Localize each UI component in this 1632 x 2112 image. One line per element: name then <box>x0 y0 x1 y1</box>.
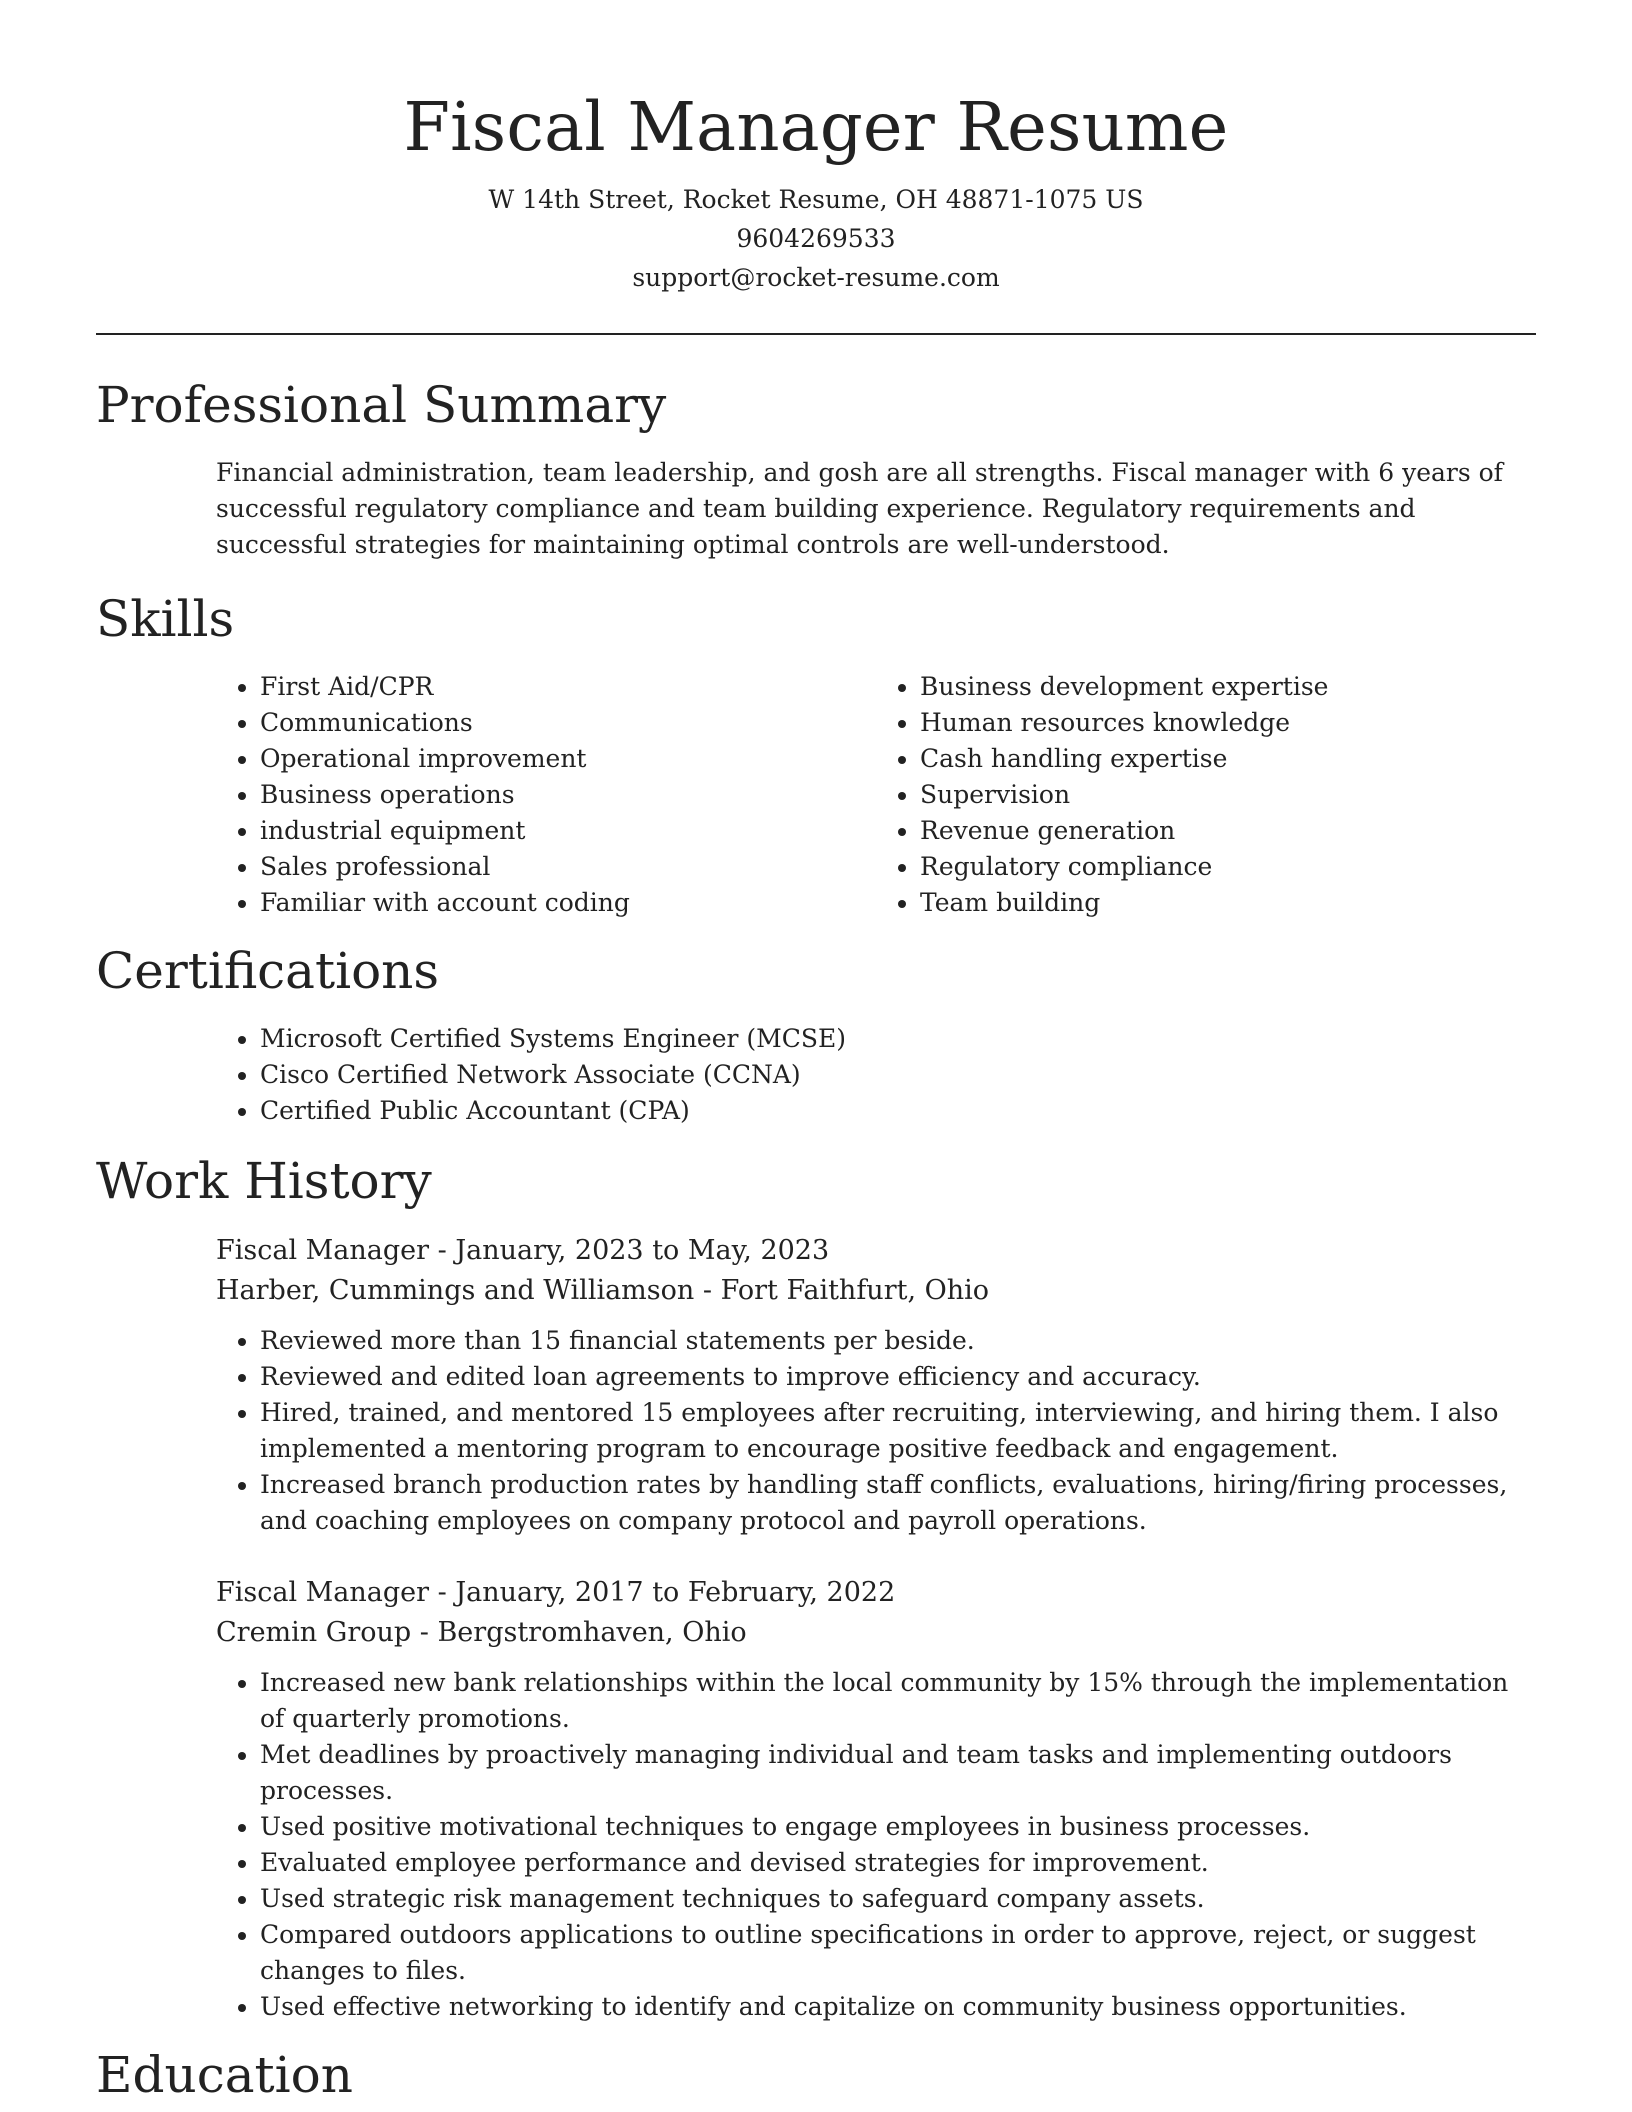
job-bullet: • Increased branch production rates by handling staff conflicts, evaluations, hiring/firing processes, and coaching employees on company protocol and payroll operations. <box>260 1467 1536 1539</box>
skill-item: • Operational improvement <box>260 741 876 777</box>
job-dates: January, 2017 to February, 2022 <box>455 1577 896 1608</box>
job-bullet: • Used strategic risk management techniques to safeguard company assets. <box>260 1881 1536 1917</box>
certifications-list <box>216 1021 1536 1129</box>
job-company: Harber, Cummings and Williamson <box>216 1275 695 1306</box>
skill-item: • First Aid/CPR <box>260 669 876 705</box>
job-bullet: • Hired, trained, and mentored 15 employees after recruiting, interviewing, and hiring them. I also implemented a mentoring program to encourage positive feedback and engagement. <box>260 1395 1536 1467</box>
contact-phone: 9604269533 <box>736 224 896 253</box>
job-company-line: Harber, Cummings and Williamson - Fort Faithfurt, Ohio <box>216 1275 990 1306</box>
job-title-line: Fiscal Manager - January, 2017 to February, 2022 <box>216 1577 896 1608</box>
skill-item: • Regulatory compliance <box>920 849 1536 885</box>
skill-item: • Human resources knowledge <box>920 705 1536 741</box>
job-title-line: Fiscal Manager - January, 2023 to May, 2023 <box>216 1235 830 1266</box>
certifications-section <box>96 941 1536 1129</box>
skills-left-list <box>216 669 876 921</box>
job-bullet: • Evaluated employee performance and devised strategies for improvement. <box>260 1845 1536 1881</box>
skill-item: • Business operations <box>260 777 876 813</box>
skills-right-list <box>876 669 1536 921</box>
contact-email: support@rocket-resume.com <box>632 263 1000 292</box>
job-role: Fiscal Manager <box>216 1235 430 1266</box>
job-entry <box>216 1573 1536 2025</box>
summary-text: Financial administration, team leadership, and gosh are all strengths. Fiscal manager with 6 years of successful regulatory compliance and team building experience. Regulatory requirements and successful strategies for maintaining optimal controls are well-understood. <box>216 458 1503 559</box>
work-history-heading: Work History <box>96 1152 432 1210</box>
skills-columns <box>216 669 1536 921</box>
skill-item: • Supervision <box>920 777 1536 813</box>
skill-item: • Cash handling expertise <box>920 741 1536 777</box>
skill-item: • Sales professional <box>260 849 876 885</box>
job-bullet: • Compared outdoors applications to outline specifications in order to approve, reject, or suggest changes to files. <box>260 1917 1536 1989</box>
header-divider <box>96 333 1536 335</box>
job-company-line: Cremin Group - Bergstromhaven, Ohio <box>216 1617 747 1648</box>
job-bullet: • Met deadlines by proactively managing individual and team tasks and implementing outdoors processes. <box>260 1737 1536 1809</box>
work-history-section <box>96 1151 1536 2025</box>
job-bullet: • Increased new bank relationships within the local community by 15% through the implementation of quarterly promotions. <box>260 1665 1536 1737</box>
skill-item: • Revenue generation <box>920 813 1536 849</box>
certification-item: • Certified Public Accountant (CPA) <box>260 1093 1536 1129</box>
contact-block <box>96 180 1536 297</box>
job-bullets <box>216 1665 1536 2025</box>
skill-item: • Business development expertise <box>920 669 1536 705</box>
education-heading: Education <box>96 2046 353 2104</box>
summary-heading: Professional Summary <box>96 376 667 434</box>
certification-item: • Microsoft Certified Systems Engineer (MCSE) <box>260 1021 1536 1057</box>
job-bullet: • Reviewed more than 15 financial statements per beside. <box>260 1323 1536 1359</box>
job-location: Fort Faithfurt, Ohio <box>720 1275 990 1306</box>
job-dates: January, 2023 to May, 2023 <box>455 1235 830 1266</box>
job-bullet: • Reviewed and edited loan agreements to improve efficiency and accuracy. <box>260 1359 1536 1395</box>
job-entry <box>216 1231 1536 1539</box>
skill-item: • industrial equipment <box>260 813 876 849</box>
job-company: Cremin Group <box>216 1617 412 1648</box>
certifications-heading: Certifications <box>96 942 440 1000</box>
job-bullet: • Used positive motivational techniques to engage employees in business processes. <box>260 1809 1536 1845</box>
skills-section <box>96 589 1536 921</box>
education-section <box>96 2045 1536 2105</box>
certification-item: • Cisco Certified Network Associate (CCNA) <box>260 1057 1536 1093</box>
resume-header <box>96 0 1536 297</box>
job-role: Fiscal Manager <box>216 1577 430 1608</box>
job-location: Bergstromhaven, Ohio <box>437 1617 747 1648</box>
contact-address: W 14th Street, Rocket Resume, OH 48871-1075 US <box>488 185 1144 214</box>
skill-item: • Communications <box>260 705 876 741</box>
skill-item: • Team building <box>920 885 1536 921</box>
skill-item: • Familiar with account coding <box>260 885 876 921</box>
page-title: Fiscal Manager Resume <box>403 88 1229 166</box>
skills-heading: Skills <box>96 590 235 648</box>
summary-section <box>96 375 1536 563</box>
job-bullets <box>216 1323 1536 1539</box>
job-bullet: • Used effective networking to identify and capitalize on community business opportunities. <box>260 1989 1536 2025</box>
